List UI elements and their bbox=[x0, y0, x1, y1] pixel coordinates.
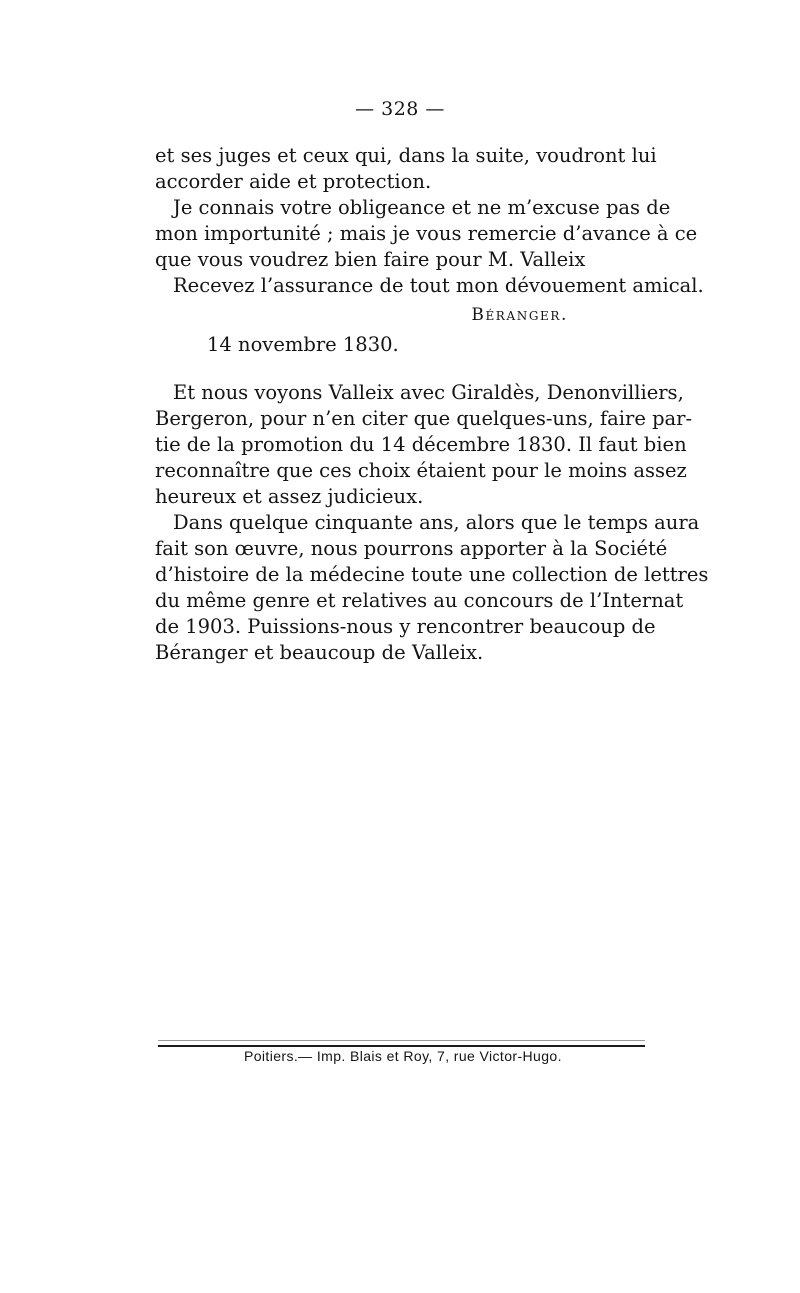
letter-line: Je connais votre obligeance et ne m’excuse pas de bbox=[173, 196, 671, 219]
page-number: — 328 — bbox=[355, 98, 445, 120]
signature: Béranger. bbox=[471, 305, 568, 325]
letter-line: et ses juges et ceux qui, dans la suite, voudront lui bbox=[155, 144, 657, 167]
body-text bbox=[155, 380, 709, 666]
body-line: du même genre et relatives au concours de l’Internat bbox=[155, 589, 684, 612]
footer-rule-thin bbox=[158, 1040, 645, 1041]
letter-line: que vous voudrez bien faire pour M. Valleix bbox=[155, 248, 586, 271]
letter-date: 14 novembre 1830. bbox=[207, 333, 399, 356]
body-line: tie de la promotion du 14 décembre 1830. Il faut bien bbox=[155, 433, 687, 456]
printer-imprint: Poitiers.— Imp. Blais et Roy, 7, rue Victor-Hugo. bbox=[244, 1048, 562, 1064]
body-line: Béranger et beaucoup de Valleix. bbox=[155, 641, 484, 664]
letter-line: accorder aide et protection. bbox=[155, 170, 432, 193]
letter-line: mon importunité ; mais je vous remercie d’avance à ce bbox=[155, 222, 698, 245]
letter-text bbox=[155, 143, 704, 299]
body-line: Et nous voyons Valleix avec Giraldès, Denonvilliers, bbox=[173, 381, 684, 404]
letter-line: Recevez l’assurance de tout mon dévouement amical. bbox=[173, 274, 704, 297]
body-line: Bergeron, pour n’en citer que quelques-uns, faire par- bbox=[155, 407, 693, 430]
body-line: de 1903. Puissions-nous y rencontrer beaucoup de bbox=[155, 615, 656, 638]
body-line: heureux et assez judicieux. bbox=[155, 485, 424, 508]
body-line: reconnaître que ces choix étaient pour le moins assez bbox=[155, 459, 687, 482]
body-line: fait son œuvre, nous pourrons apporter à la Société bbox=[155, 537, 668, 560]
body-line: Dans quelque cinquante ans, alors que le temps aura bbox=[173, 511, 700, 534]
footer-rule bbox=[158, 1045, 645, 1047]
body-line: d’histoire de la médecine toute une collection de lettres bbox=[155, 563, 709, 586]
